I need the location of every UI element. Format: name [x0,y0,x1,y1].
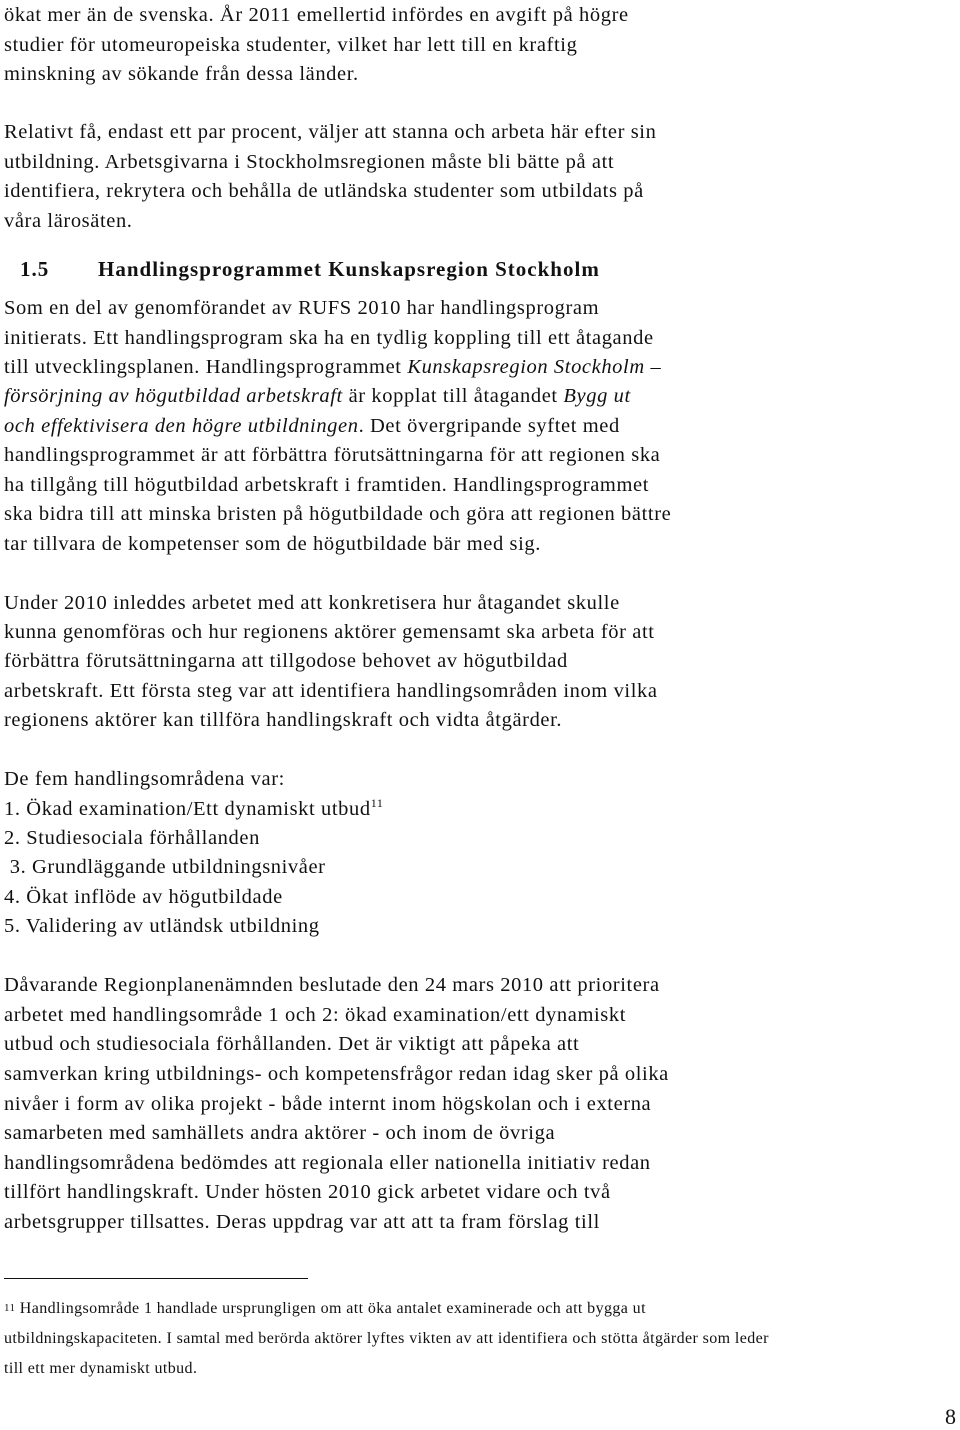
list-item: 3. Grundläggande utbildningsnivåer [4,856,326,878]
body-text-line: Dåvarande Regionplanenämnden beslutade den 24 mars 2010 att prioritera [4,974,660,996]
body-text-line: ska bidra till att minska bristen på högutbildade och göra att regionen bättre [4,503,672,525]
body-text-line: tar tillvara de kompetenser som de högutbildade bär med sig. [4,533,541,555]
list-item: 4. Ökat inflöde av högutbildade [4,886,283,908]
body-text-line: minskning av sökande från dessa länder. [4,63,359,85]
footnote-number: 11 [4,1302,16,1314]
body-text-line: Relativt få, endast ett par procent, väljer att stanna och arbeta här efter sin [4,121,657,143]
body-text-line: handlingsprogrammet är att förbättra förutsättningarna för att regionen ska [4,444,661,466]
body-text-line: tillfört handlingskraft. Under hösten 2010 gick arbetet vidare och två [4,1181,611,1203]
body-text-line: ökat mer än de svenska. År 2011 emellertid infördes en avgift på högre [4,4,629,26]
body-text-line: studier för utomeuropeiska studenter, vilket har lett till en kraftig [4,34,578,56]
body-text-line: och effektivisera den högre utbildningen. Det övergripande syftet med [4,415,620,437]
body-text-line: förbättra förutsättningarna att tillgodose behovet av högutbildad [4,650,568,672]
section-heading [20,255,600,283]
list-intro: De fem handlingsområdena var: [4,768,285,790]
body-text-line: utbud och studiesociala förhållanden. Det är viktigt att påpeka att [4,1033,580,1055]
footnote-line: till ett mer dynamiskt utbud. [4,1360,198,1377]
body-text-line: arbetsgrupper tillsattes. Deras uppdrag var att att ta fram förslag till [4,1211,600,1233]
body-text-line: arbetskraft. Ett första steg var att identifiera handlingsområden inom vilka [4,680,658,702]
body-text-line: samarbeten med samhällets andra aktörer - och inom de övriga [4,1122,556,1144]
body-text-line: identifiera, rekrytera och behålla de utländska studenter som utbildats på [4,180,644,202]
section-number: 1.5 [20,257,50,281]
body-text-line: våra lärosäten. [4,210,133,232]
body-text-line: arbetet med handlingsområde 1 och 2: ökad examination/ett dynamiskt [4,1004,627,1026]
body-text-line: nivåer i form av olika projekt - både internt inom högskolan och i externa [4,1093,652,1115]
list-item: 5. Validering av utländsk utbildning [4,915,320,937]
body-text-line: initierats. Ett handlingsprogram ska ha en tydlig koppling till ett åtagande [4,327,654,349]
footnote-divider [4,1278,308,1279]
body-text-line: kunna genomföras och hur regionens aktörer gemensamt ska arbeta för att [4,621,655,643]
list-item: 2. Studiesociala förhållanden [4,827,260,849]
body-text-line: samverkan kring utbildnings- och kompetensfrågor redan idag sker på olika [4,1063,669,1085]
body-text-line: ha tillgång till högutbildad arbetskraft i framtiden. Handlingsprogrammet [4,474,649,496]
footnote-line: $^{11}$ Handlingsområde 1 handlade ursprungligen om att öka antalet examinerade och att bygga ut [4,1300,646,1317]
body-text-line: utbildning. Arbetsgivarna i Stockholmsregionen måste bli bätte på att [4,151,615,173]
body-text-line: till utvecklingsplanen. Handlingsprogrammet Kunskapsregion Stockholm – [4,356,662,378]
page-number: 8 [945,1404,956,1429]
body-text-line: Som en del av genomförandet av RUFS 2010 har handlingsprogram [4,297,600,319]
body-text-line: regionens aktörer kan tillföra handlingskraft och vidta åtgärder. [4,709,563,731]
body-text-line: Under 2010 inleddes arbetet med att konkretisera hur åtagandet skulle [4,592,620,614]
footnote-reference: 11 [370,796,384,810]
body-text-line: handlingsområdena bedömdes att regionala eller nationella initiativ redan [4,1152,651,1174]
body-text-line: försörjning av högutbildad arbetskraft är kopplat till åtagandet Bygg ut [4,385,631,407]
footnote-line: utbildningskapaciteten. I samtal med berörda aktörer lyftes vikten av att identifiera och stötta åtgärder som leder [4,1330,769,1347]
section-title: Handlingsprogrammet Kunskapsregion Stockholm [98,257,600,281]
list-item: 1. Ökad examination/Ett dynamiskt utbud$^{11}$ [4,796,384,820]
